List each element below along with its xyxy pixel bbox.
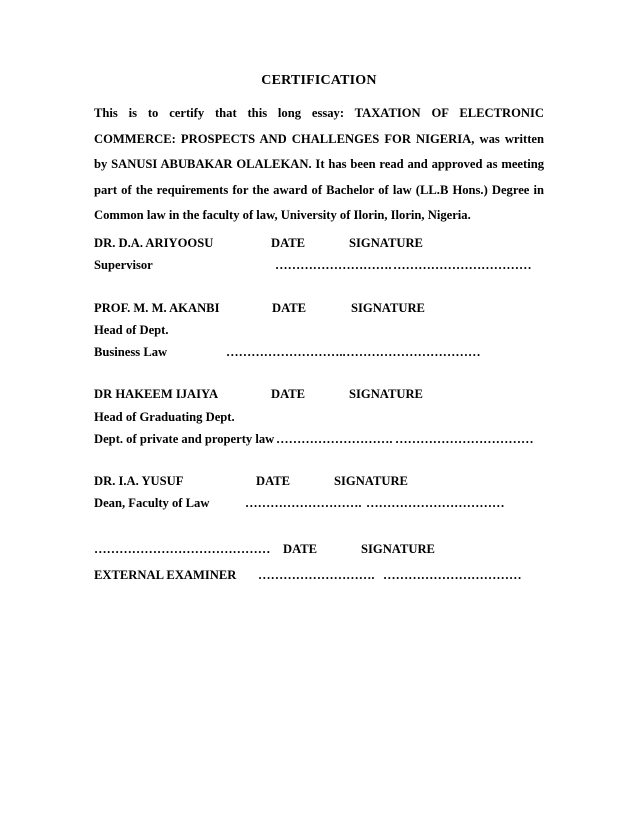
date-line: ………………………. [226,345,343,359]
signature-label: SIGNATURE [349,387,423,401]
signature-label: SIGNATURE [334,474,408,488]
date-label: DATE [283,542,318,556]
signatory-department: Business Law [94,345,168,359]
date-line: ………………………. [245,496,362,510]
examiner-name-line: …………………………………… [94,542,271,556]
date-label: DATE [271,236,306,250]
signatory-role: Dean, Faculty of Law [94,496,210,510]
signatory-name: DR. I.A. YUSUF [94,474,184,488]
date-line: ………………………. [276,432,393,446]
signature-line: …………………………… [342,345,481,359]
signatory-role: Head of Dept. [94,323,169,337]
date-label: DATE [256,474,291,488]
date-label: DATE [272,301,307,315]
signatory-department: Dept. of private and property law [94,432,275,446]
signatory-name: DR. D.A. ARIYOOSU [94,236,214,250]
date-label: DATE [271,387,306,401]
document-title: CERTIFICATION [261,73,377,88]
signatory-name: PROF. M. M. AKANBI [94,301,220,315]
signature-line: …………………………… [383,568,522,582]
signature-line: …………………………… [366,496,505,510]
signature-label: SIGNATURE [351,301,425,315]
certification-statement: This is to certify that this long essay: TAXATION OF ELECTRONIC COMMERCE: PROSPECTS AND CHALLENGES FOR NIGERIA, was written by SANUSI ABUBAKAR OLALEKAN. It has been read and approved as meeting part of the requirements for the award of Bachelor of law (LL.B Hons.) Degree in Common law in the faculty of law, University of Ilorin, Ilorin, Nigeria. [94,106,544,222]
signatory-role: Supervisor [94,258,153,272]
signature-line: …………………………… [393,258,532,272]
date-line: ………………………. [275,258,392,272]
signature-label: SIGNATURE [361,542,435,556]
signatory-role: EXTERNAL EXAMINER [94,568,237,582]
signatory-name: DR HAKEEM IJAIYA [94,387,219,401]
signature-line: …………………………… [395,432,534,446]
signature-label: SIGNATURE [349,236,423,250]
date-line: ………………………. [258,568,375,582]
signatory-role: Head of Graduating Dept. [94,410,235,424]
